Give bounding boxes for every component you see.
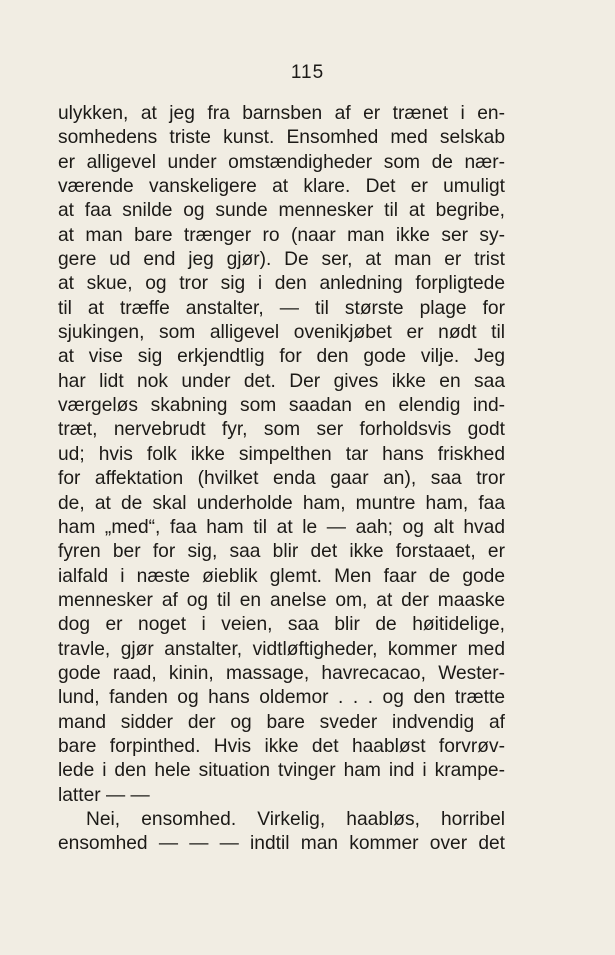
text-line: mand sidder der og bare sveder indvendig af	[58, 711, 505, 733]
text-line: gode raad, kinin, massage, havrecacao, Wester-	[58, 662, 505, 684]
text-line: ud; hvis folk ikke simpelthen tar hans friskhed	[58, 443, 505, 465]
text-line: ham „med“, faa ham til at le — aah; og alt hvad	[58, 516, 505, 538]
text-line: travle, gjør anstalter, vidtløftigheder, kommer med	[58, 638, 505, 660]
text-line: lede i den hele situation tvinger ham ind i krampe-	[58, 760, 505, 782]
text-line: ensomhed — — — indtil man kommer over det	[58, 833, 505, 855]
text-line: for affektation (hvilket enda gaar an), saa tror	[58, 468, 505, 490]
text-line: de, at de skal underholde ham, muntre ham, faa	[58, 492, 505, 514]
text-line: sjukingen, som alligevel ovenikjøbet er nødt til	[58, 322, 505, 344]
text-line: er alligevel under omstændigheder som de nær-	[58, 151, 505, 173]
text-line: til at træffe anstalter, — til største plage for	[58, 297, 505, 319]
text-line: at man bare trænger ro (naar man ikke ser sy-	[58, 224, 505, 246]
text-line: latter — —	[58, 784, 150, 806]
body-text	[58, 102, 505, 857]
text-line: fyren ber for sig, saa blir det ikke forstaaet, er	[58, 541, 505, 563]
page-number: 115	[290, 62, 325, 83]
text-line: bare forpinthed. Hvis ikke det haabløst forvrøv-	[58, 735, 505, 757]
text-line: at faa snilde og sunde mennesker til at begribe,	[58, 200, 505, 222]
text-line: værende vanskeligere at klare. Det er umuligt	[58, 176, 505, 198]
text-line: lund, fanden og hans oldemor . . . og den trætte	[58, 687, 505, 709]
text-line: mennesker af og til en anelse om, at der maaske	[58, 589, 505, 611]
text-line: somhedens triste kunst. Ensomhed med selskab	[58, 127, 505, 149]
text-line: træt, nervebrudt fyr, som ser forholdsvis godt	[58, 419, 505, 441]
text-line: har lidt nok under det. Der gives ikke en saa	[58, 370, 505, 392]
text-line: ulykken, at jeg fra barnsben af er trænet i en-	[58, 103, 505, 124]
text-line: Nei, ensomhed. Virkelig, haabløs, horribel	[86, 808, 505, 830]
text-line: at vise sig erkjendtlig for den gode vilje. Jeg	[58, 346, 505, 368]
text-line: gere ud end jeg gjør). De ser, at man er trist	[58, 249, 505, 271]
text-line: værgeløs skabning som saadan en elendig ind-	[58, 395, 505, 417]
text-line: at skue, og tror sig i den anledning forpligtede	[58, 273, 505, 295]
text-line: dog er noget i veien, saa blir de høitidelige,	[58, 614, 505, 636]
text-line: ialfald i næste øieblik glemt. Men faar de gode	[58, 565, 505, 587]
